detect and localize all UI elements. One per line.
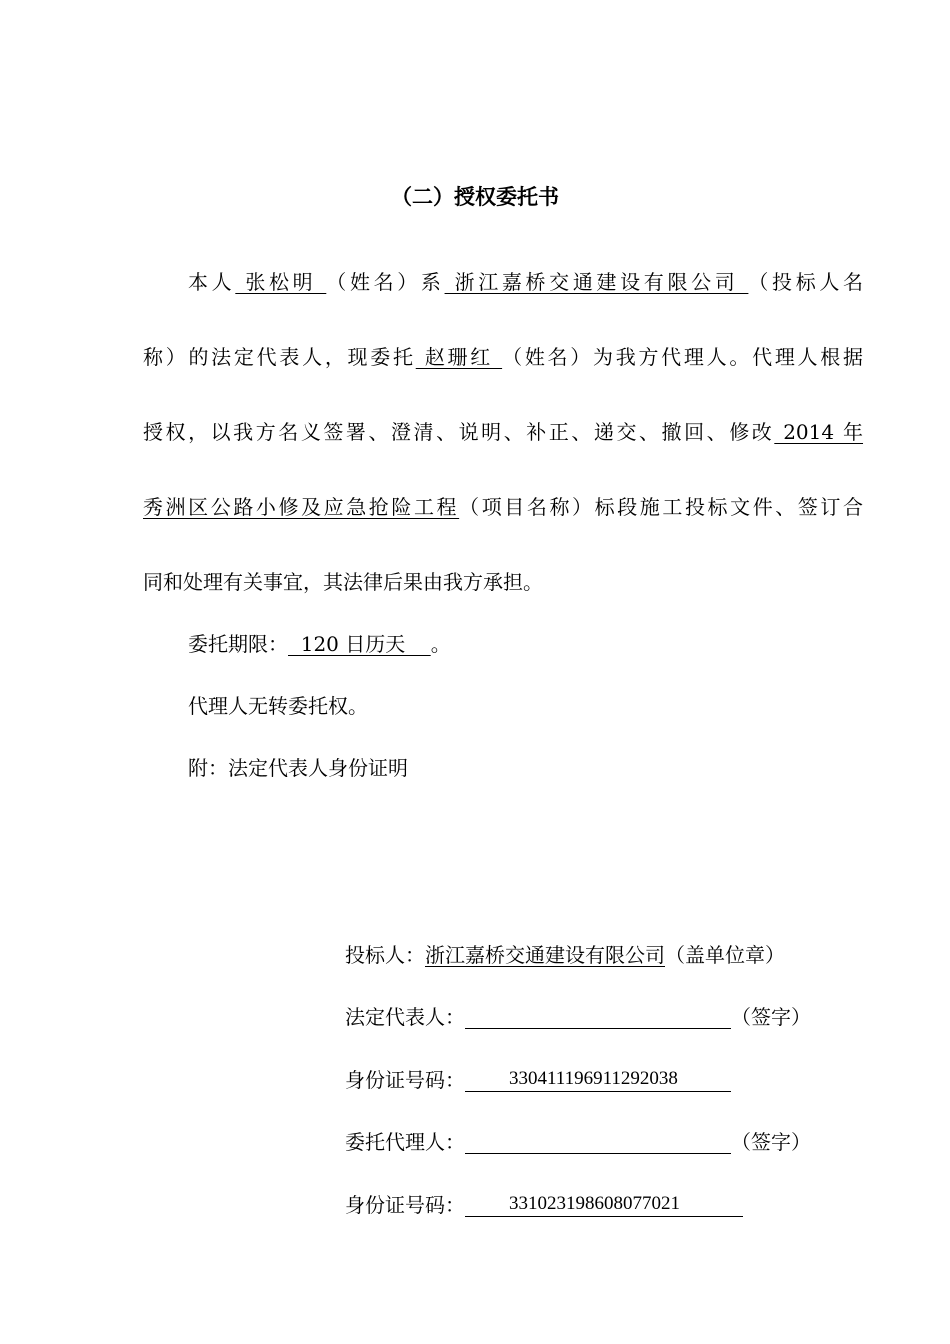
term-value: 120 日历天	[288, 632, 431, 656]
term-label: 委托期限：	[188, 632, 288, 656]
text-segment: （投标人名	[748, 270, 864, 294]
principal-name: 张松明	[235, 270, 327, 294]
text-segment: 授权，以我方名义签署、澄清、说明、补正、递交、撤回、修改	[143, 420, 775, 444]
agent-suffix: （签字）	[731, 1130, 811, 1154]
bidder-company: 浙江嘉桥交通建设有限公司	[444, 270, 749, 294]
legal-rep-label: 法定代表人：	[345, 1005, 465, 1029]
id2-label: 身份证号码：	[345, 1193, 465, 1217]
term-end: 。	[430, 632, 451, 656]
bidder-name: 浙江嘉桥交通建设有限公司	[425, 943, 665, 967]
term-line	[188, 629, 863, 659]
text-segment: （姓名）为我方代理人。代理人根据	[502, 345, 864, 369]
agent-line	[345, 1127, 865, 1157]
project-name-part1: 2014 年	[774, 420, 864, 444]
bidder-suffix: （盖单位章）	[665, 943, 785, 967]
attachment-line: 附：法定代表人身份证明	[188, 756, 408, 780]
project-name-part2: 秀洲区公路小修及应急抢险工程	[143, 495, 460, 519]
bidder-line	[345, 940, 865, 970]
agent-name: 赵珊红	[415, 345, 503, 369]
paragraph-line-2	[143, 342, 863, 372]
text-segment: 称）的法定代表人，现委托	[143, 345, 416, 369]
paragraph-line-4	[143, 492, 863, 522]
no-transfer-line: 代理人无转委托权。	[188, 694, 368, 718]
document-title: （二）授权委托书	[391, 185, 559, 209]
id1-label: 身份证号码：	[345, 1068, 465, 1092]
agent-label: 委托代理人：	[345, 1130, 465, 1154]
id2-value: 331023198608077021	[465, 1192, 743, 1217]
paragraph-line-1	[188, 267, 863, 297]
text-segment: 本人	[188, 270, 236, 294]
legal-rep-line	[345, 1002, 865, 1032]
legal-rep-signature-blank	[465, 1006, 731, 1029]
text-segment: （姓名）系	[326, 270, 445, 294]
paragraph-line-3	[143, 417, 863, 447]
agent-signature-blank	[465, 1131, 731, 1154]
bidder-label: 投标人：	[345, 943, 425, 967]
id1-line	[345, 1065, 865, 1095]
id2-line	[345, 1190, 865, 1220]
id1-value: 330411196911292038	[465, 1067, 731, 1092]
paragraph-line-5: 同和处理有关事宜，其法律后果由我方承担。	[143, 570, 543, 594]
text-segment: （项目名称）标段施工投标文件、签订合	[459, 495, 864, 519]
legal-rep-suffix: （签字）	[731, 1005, 811, 1029]
